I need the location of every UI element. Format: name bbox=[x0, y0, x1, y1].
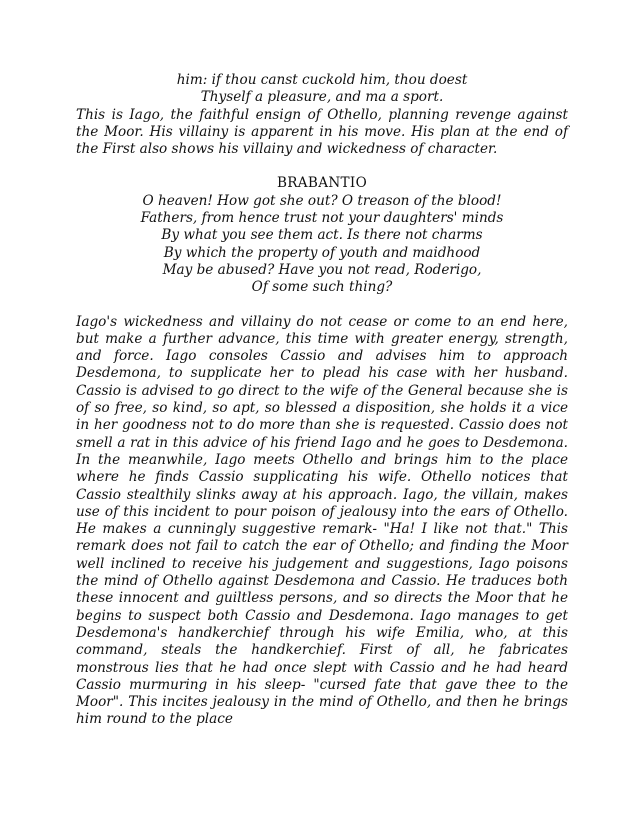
verse-quote-top bbox=[76, 72, 568, 107]
verse-line: Thyself a pleasure, and ma a sport. bbox=[200, 89, 444, 106]
verse-line: him: if thou canst cuckold him, thou doest bbox=[176, 72, 468, 88]
speech-line: O heaven! How got she out? O treason of the blood! bbox=[142, 192, 502, 209]
speech-line: May be abused? Have you not read, Roderigo, bbox=[162, 261, 482, 278]
speech-line: By what you see them act. Is there not charms bbox=[161, 227, 483, 244]
speaker-name: BRABANTIO bbox=[276, 175, 368, 192]
speech-line: Fathers, from hence trust not your daughters' minds bbox=[140, 210, 504, 227]
brabantio-speech bbox=[76, 175, 568, 296]
speech-line: By which the property of youth and maidhood bbox=[163, 244, 481, 261]
speech-line: Of some such thing? bbox=[251, 279, 393, 296]
paragraph-iago-plan: This is Iago, the faithful ensign of Othello, planning revenge against the Moor. His villainy is apparent in his move. His plan at the end of the First also shows his villainy and wickedness of character. bbox=[76, 106, 568, 158]
spacer bbox=[76, 297, 568, 314]
paragraph-iago-wickedness: Iago's wickedness and villainy do not cease or come to an end here, but make a further advance, this time with greater energy, strength, and force. Iago consoles Cassio and advises him to approach Desdemona, to supplicate her to plead his case with her husband. Cassio is advised to go direct to the wife of the General because she is of so free, so kind, so apt, so blessed a disposition, she holds it a vice in her goodness not to do more than she is requested. Cassio does not smell a rat in this advice of his friend Iago and he goes to Desdemona. In the meanwhile, Iago meets Othello and brings him to the place where he finds Cassio supplicating his wife. Othello notices that Cassio stealthily slinks away at his approach. Iago, the villain, makes use of this incident to pour poison of jealousy into the ears of Othello. He makes a cunningly suggestive remark- "Ha! I like not that." This remark does not fail to catch the ear of Othello; and finding the Moor well inclined to receive his judgement and suggestions, Iago poisons the mind of Othello against Desdemona and Cassio. He traduces both these innocent and guiltless persons, and so directs the Moor that he begins to suspect both Cassio and Desdemona. Iago manages to get Desdemona's handkerchief through his wife Emilia, who, at this command, steals the handkerchief. First of all, he fabricates monstrous lies that he had once slept with Cassio and he had heard Cassio murmuring in his sleep- "cursed fate that gave thee to the Moor". This incites jealousy in the mind of Othello, and then he brings him round to the place bbox=[76, 313, 568, 728]
spacer bbox=[76, 158, 568, 175]
